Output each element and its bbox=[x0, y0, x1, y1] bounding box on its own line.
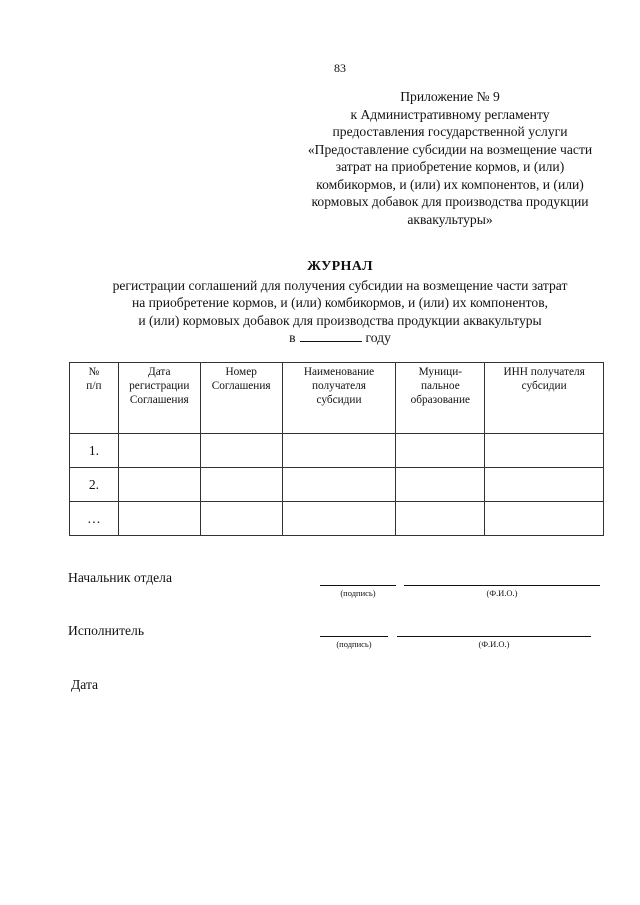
executor-label: Исполнитель bbox=[68, 623, 145, 638]
head-name-caption: (Ф.И.О.) bbox=[486, 588, 518, 598]
subtitle-line: регистрации соглашений для получения субсидии на возмещение части затрат bbox=[112, 278, 568, 293]
table-cell[interactable] bbox=[485, 434, 604, 468]
row-number: … bbox=[70, 502, 119, 536]
header-recipient-name bbox=[282, 363, 396, 434]
table-cell[interactable] bbox=[485, 502, 604, 536]
year-suffix: году bbox=[365, 329, 391, 345]
header-text: Дата регистрации Соглашения bbox=[129, 366, 190, 406]
table-row bbox=[70, 468, 604, 502]
subtitle-line: и (или) кормовых добавок для производства продукции аквакультуры bbox=[138, 312, 542, 328]
table-header-row bbox=[70, 363, 604, 434]
table-cell[interactable] bbox=[396, 468, 485, 502]
table-cell[interactable] bbox=[485, 468, 604, 502]
table-cell[interactable] bbox=[282, 434, 396, 468]
appendix-line: «Предоставление субсидии на возмещение части bbox=[307, 141, 593, 157]
head-of-department-label: Начальник отдела bbox=[68, 570, 172, 585]
header-text: Номер Соглашения bbox=[211, 366, 271, 392]
register-table bbox=[69, 362, 604, 536]
journal-subtitle bbox=[0, 277, 640, 346]
table-cell[interactable] bbox=[200, 468, 282, 502]
executor-signature-caption: (подпись) bbox=[336, 639, 372, 649]
appendix-line: аквакультуры» bbox=[407, 211, 493, 227]
appendix-line: предоставления государственной услуги bbox=[332, 124, 568, 139]
table-cell[interactable] bbox=[118, 502, 200, 536]
table-cell[interactable] bbox=[200, 502, 282, 536]
table-cell[interactable] bbox=[396, 434, 485, 468]
header-text: Наименование получателя субсидии bbox=[303, 366, 375, 406]
journal-title: ЖУРНАЛ bbox=[307, 259, 373, 274]
head-signature-line[interactable] bbox=[320, 585, 396, 586]
table-row bbox=[70, 502, 604, 536]
row-number: 2. bbox=[70, 468, 119, 502]
head-signature-caption: (подпись) bbox=[340, 588, 376, 598]
executor-signature-line[interactable] bbox=[320, 636, 388, 637]
header-text: Муници- пальное образование bbox=[410, 366, 471, 406]
table-cell[interactable] bbox=[118, 468, 200, 502]
page-number: 83 bbox=[334, 61, 346, 75]
head-name-line[interactable] bbox=[404, 585, 600, 586]
header-number bbox=[70, 363, 119, 434]
executor-name-caption: (Ф.И.О.) bbox=[478, 639, 510, 649]
header-registration-date bbox=[118, 363, 200, 434]
executor-name-line[interactable] bbox=[397, 636, 591, 637]
year-line bbox=[0, 329, 640, 346]
date-label: Дата bbox=[71, 677, 99, 692]
header-text: № п/п bbox=[86, 366, 102, 392]
appendix-line: комбикормов, и (или) их компонентов, и (или) bbox=[316, 176, 584, 192]
appendix-line: затрат на приобретение кормов, и (или) bbox=[335, 159, 565, 174]
header-agreement-number bbox=[200, 363, 282, 434]
appendix-line: к Административному регламенту bbox=[350, 106, 550, 122]
appendix-block bbox=[280, 88, 620, 228]
table-cell[interactable] bbox=[200, 434, 282, 468]
header-inn bbox=[485, 363, 604, 434]
appendix-line: кормовых добавок для производства продукции bbox=[311, 194, 589, 209]
year-blank-field[interactable] bbox=[300, 329, 362, 342]
row-number: 1. bbox=[70, 434, 119, 468]
header-text: ИНН получателя субсидии bbox=[503, 366, 585, 392]
table-cell[interactable] bbox=[396, 502, 485, 536]
table-cell[interactable] bbox=[282, 502, 396, 536]
subtitle-line: на приобретение кормов, и (или) комбикормов, и (или) их компонентов, bbox=[131, 295, 549, 311]
year-prefix: в bbox=[289, 329, 296, 345]
header-municipality bbox=[396, 363, 485, 434]
table-cell[interactable] bbox=[118, 434, 200, 468]
table-row bbox=[70, 434, 604, 468]
appendix-line: Приложение № 9 bbox=[400, 89, 500, 104]
table-cell[interactable] bbox=[282, 468, 396, 502]
